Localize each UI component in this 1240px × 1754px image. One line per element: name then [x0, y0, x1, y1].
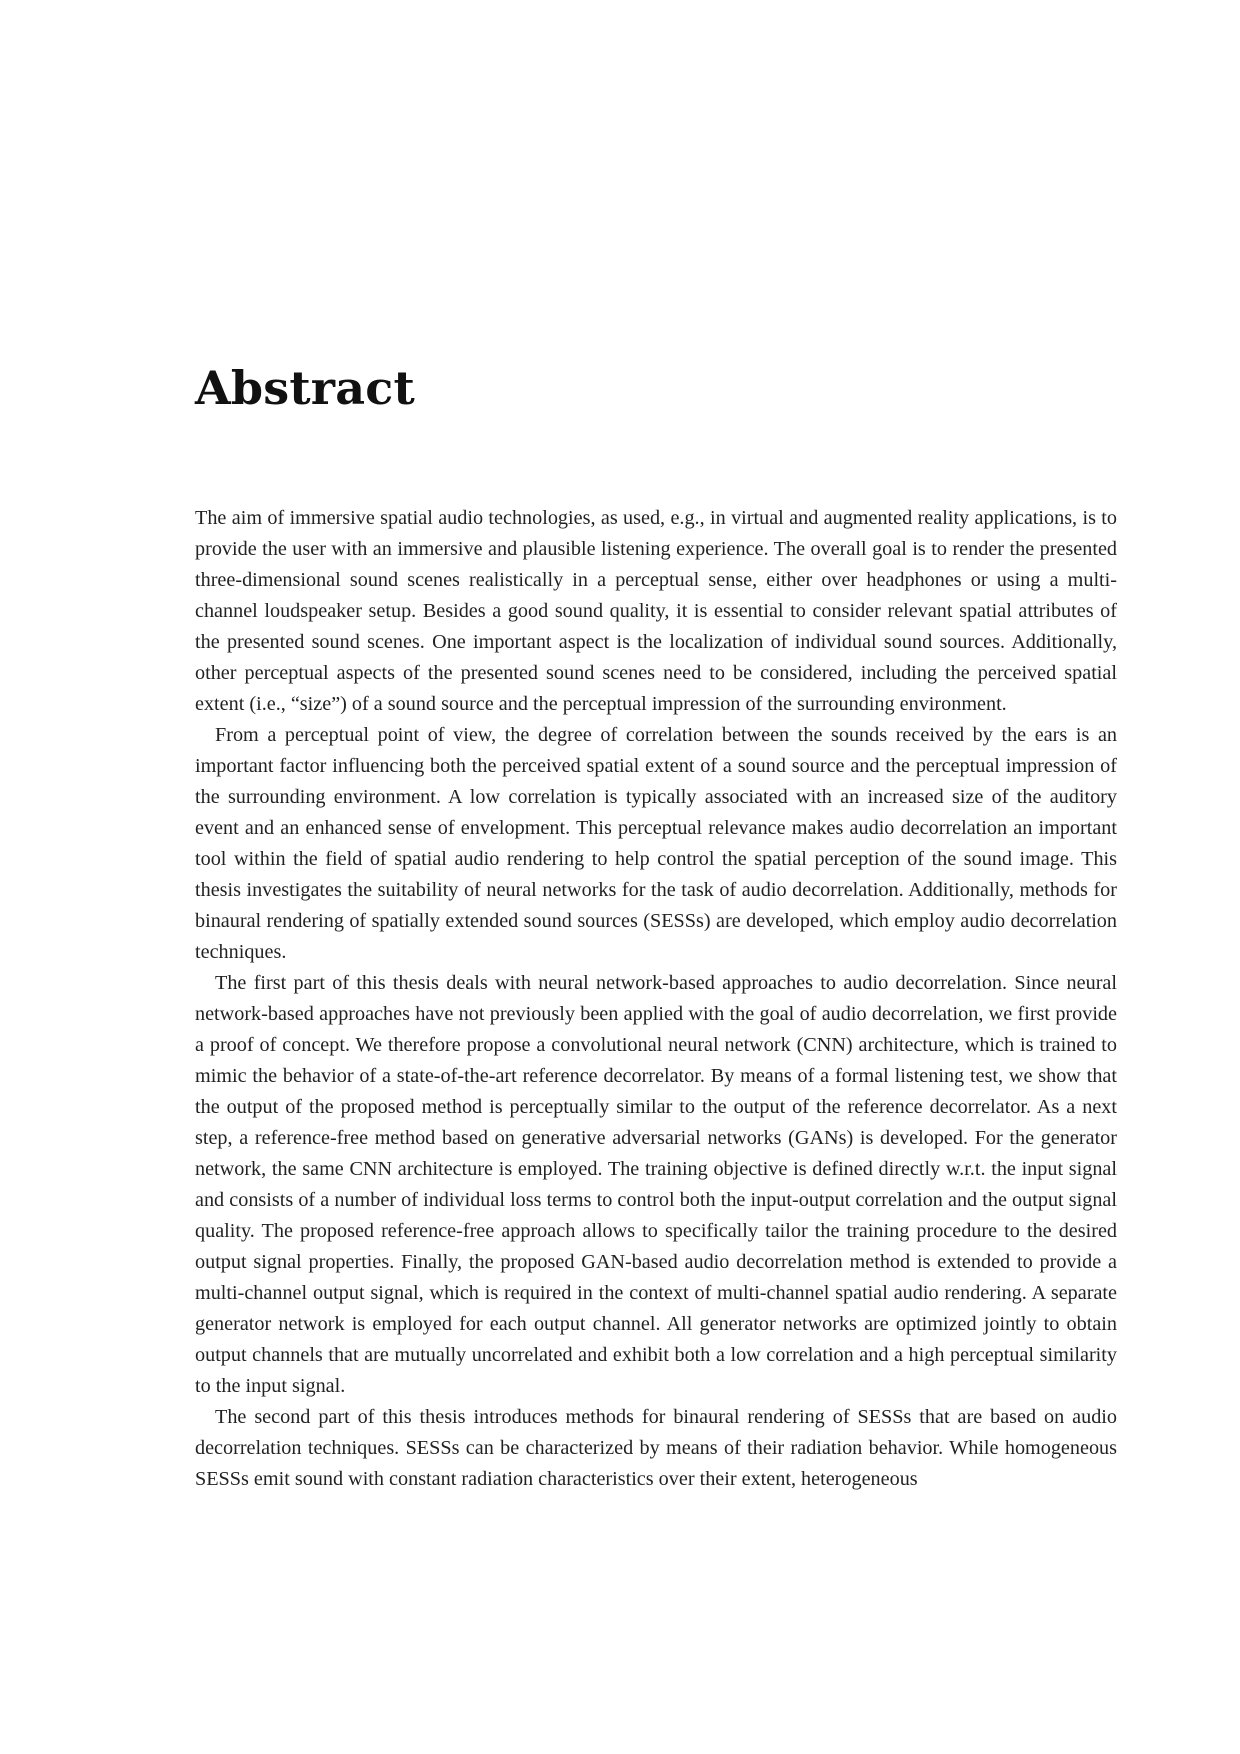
- abstract-paragraph-3: The first part of this thesis deals with neural network-based approaches to audio decorrelation. Since neural network-based approaches have not previously been applied with the goal of audio decorrelation, we first provide a proof of concept. We therefore propose a convolutional neural network (CNN) architecture, which is trained to mimic the behavior of a state-of-the-art reference decorrelator. By means of a formal listening test, we show that the output of the proposed method is perceptually similar to the output of the reference decorrelator. As a next step, a reference-free method based on generative adversarial networks (GANs) is developed. For the generator network, the same CNN architecture is employed. The training objective is defined directly w.r.t. the input signal and consists of a number of individual loss terms to control both the input-output correlation and the output signal quality. The proposed reference-free approach allows to specifically tailor the training procedure to the desired output signal properties. Finally, the proposed GAN-based audio decorrelation method is extended to provide a multi-channel output signal, which is required in the context of multi-channel spatial audio rendering. A separate generator network is employed for each output channel. All generator networks are optimized jointly to obtain output channels that are mutually uncorrelated and exhibit both a low correlation and a high perceptual similarity to the input signal.: [195, 972, 1117, 1397]
- page-title: Abstract: [195, 361, 415, 415]
- abstract-paragraph-1: The aim of immersive spatial audio technologies, as used, e.g., in virtual and augmented reality applications, is to provide the user with an immersive and plausible listening experience. The overall goal is to render the presented three-dimensional sound scenes realistically in a perceptual sense, either over headphones or using a multi-channel loudspeaker setup. Besides a good sound quality, it is essential to consider relevant spatial attributes of the presented sound scenes. One important aspect is the localization of individual sound sources. Additionally, other perceptual aspects of the presented sound scenes need to be considered, including the perceived spatial extent (i.e., “size”) of a sound source and the perceptual impression of the surrounding environment.: [195, 507, 1117, 715]
- abstract-paragraph-2: From a perceptual point of view, the degree of correlation between the sounds received by the ears is an important factor influencing both the perceived spatial extent of a sound source and the perceptual impression of the surrounding environment. A low correlation is typically associated with an increased size of the auditory event and an enhanced sense of envelopment. This perceptual relevance makes audio decorrelation an important tool within the field of spatial audio rendering to help control the spatial perception of the sound image. This thesis investigates the suitability of neural networks for the task of audio decorrelation. Additionally, methods for binaural rendering of spatially extended sound sources (SESSs) are developed, which employ audio decorrelation techniques.: [195, 724, 1117, 963]
- abstract-paragraph-4: The second part of this thesis introduces methods for binaural rendering of SESSs that are based on audio decorrelation techniques. SESSs can be characterized by means of their radiation behavior. While homogeneous SESSs emit sound with constant radiation characteristics over their extent, heterogeneous: [195, 1406, 1117, 1490]
- abstract-body: [195, 503, 1117, 1495]
